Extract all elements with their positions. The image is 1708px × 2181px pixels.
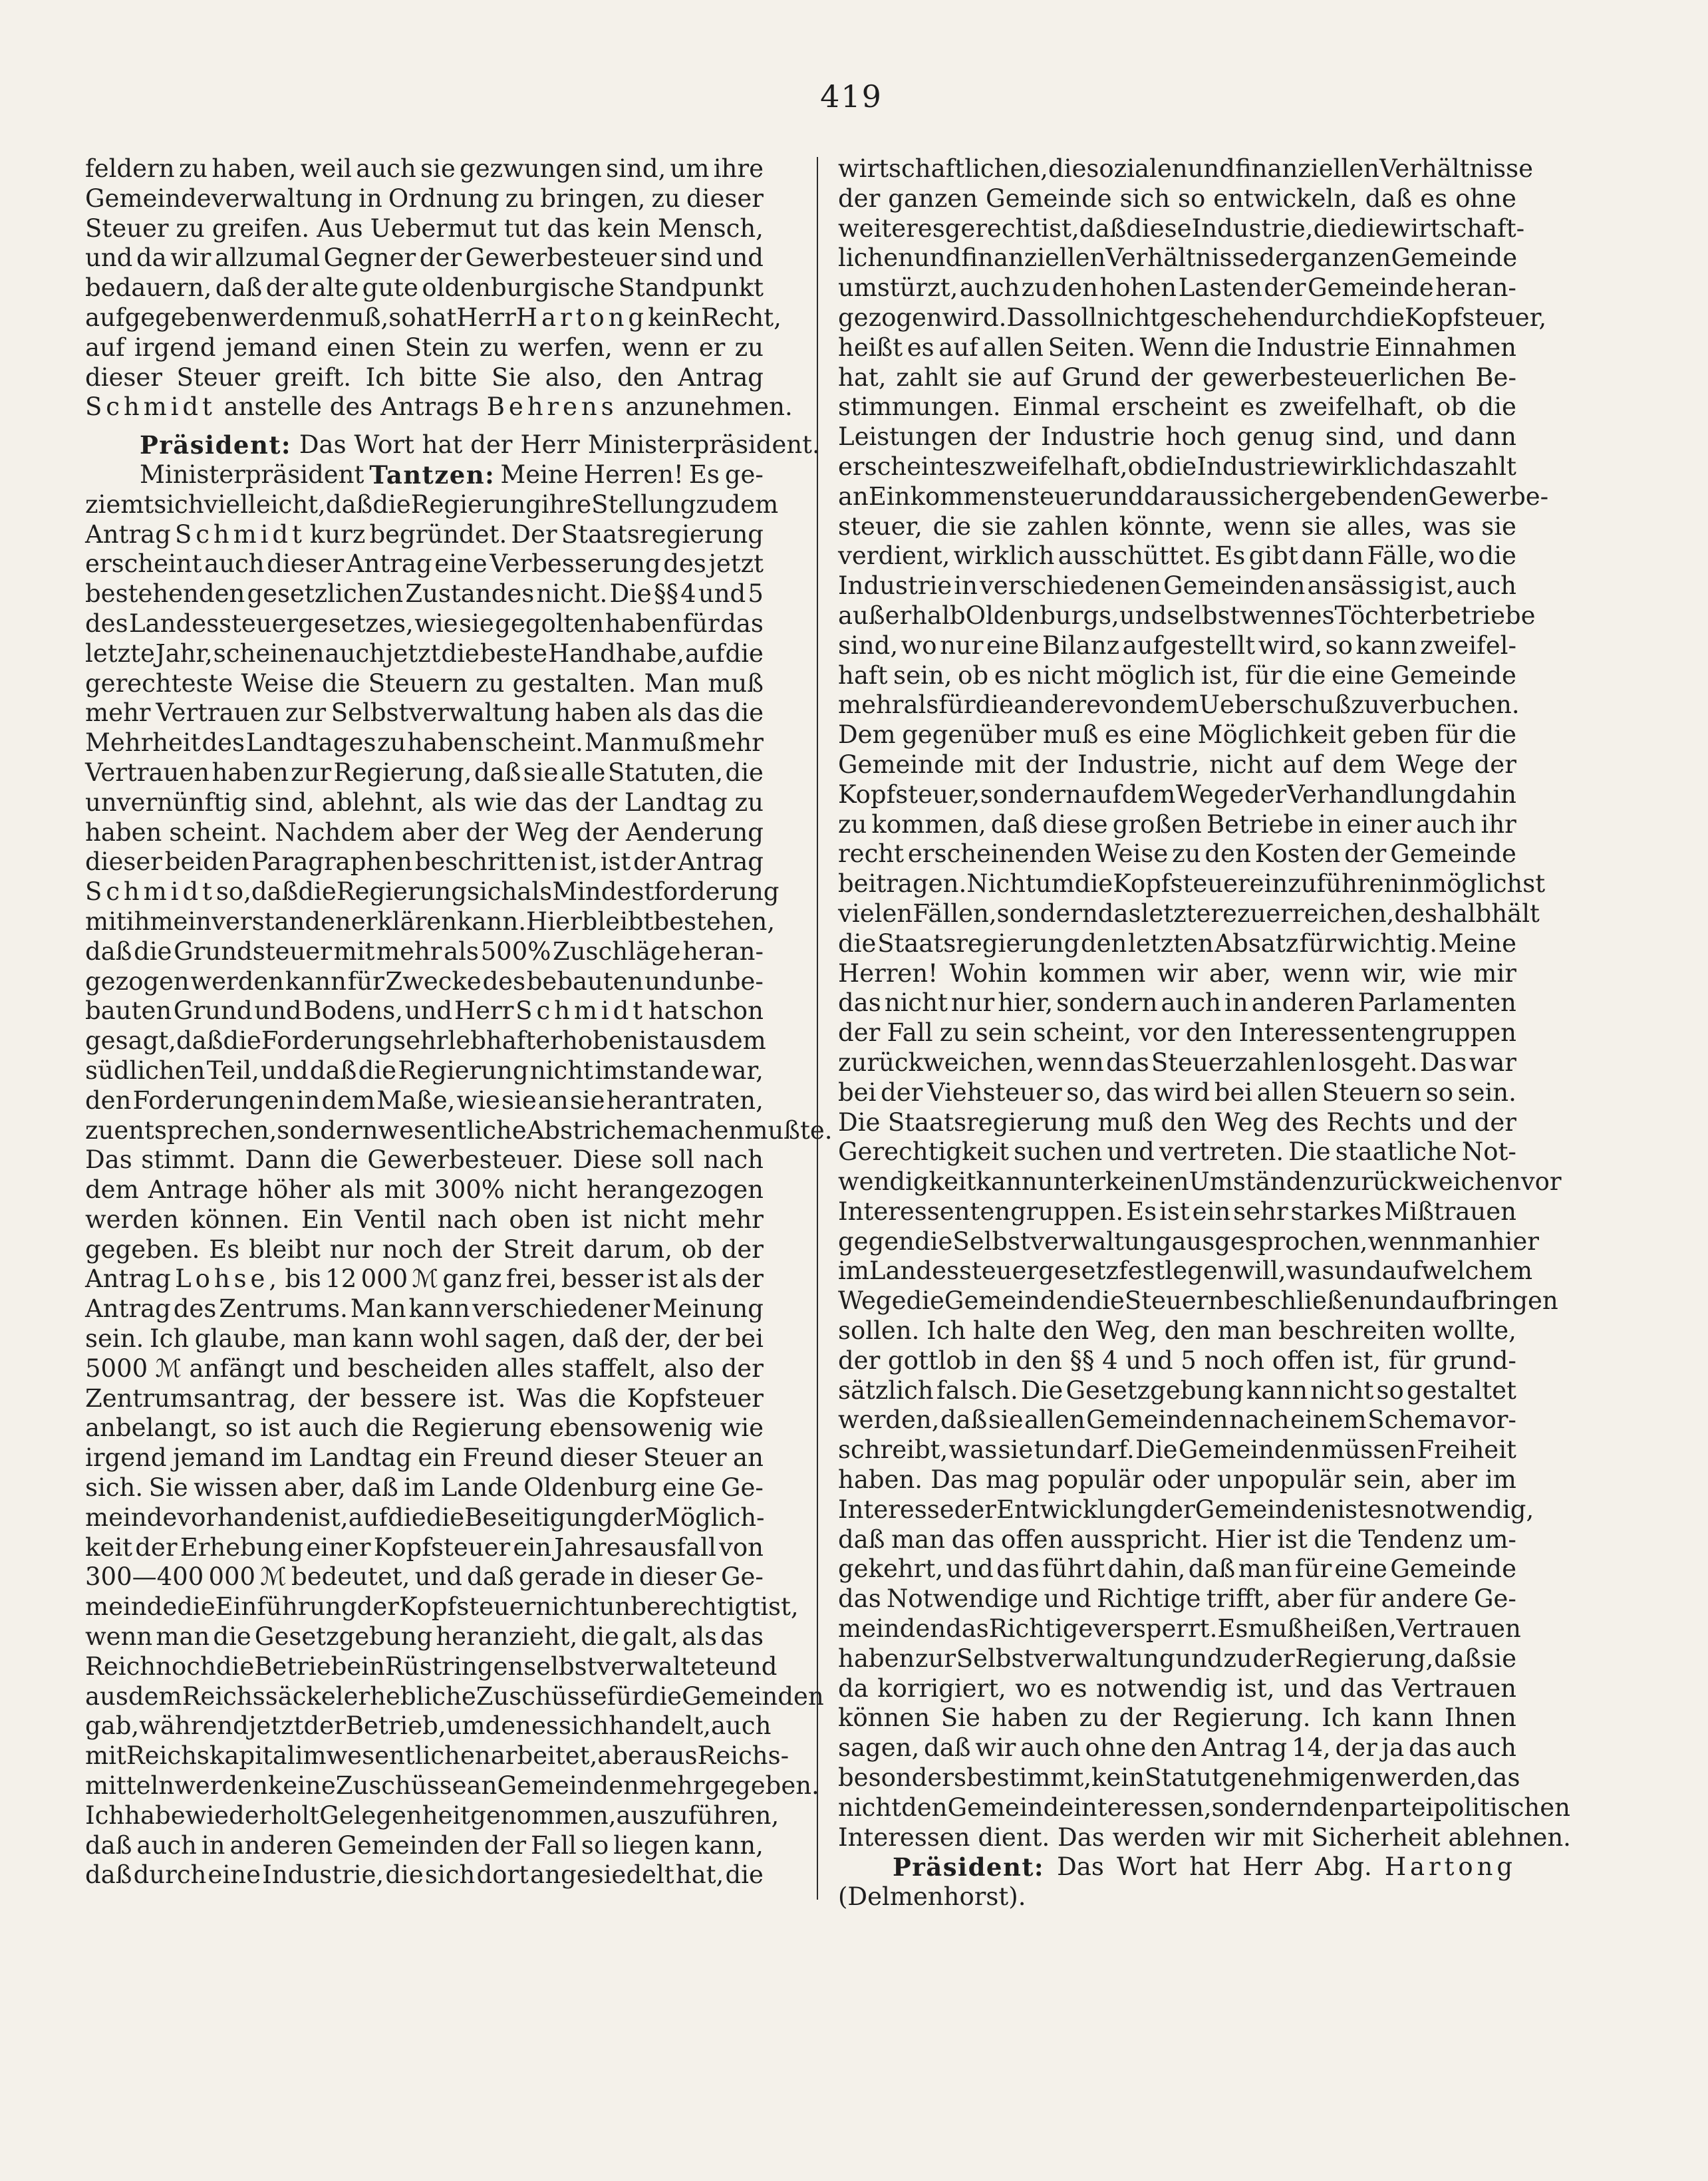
right-column-line: sätzlich falsch. Die Gesetzgebung kann nicht so gestaltet xyxy=(838,1376,1516,1405)
right-column-line: Wege die Gemeinden die Steuern beschließen und aufbringen xyxy=(838,1286,1558,1316)
left-column-line: Reich noch die Betriebe in Rüstringen selbst verwaltete und xyxy=(85,1652,778,1681)
right-column-line: haben. Das mag populär oder unpopulär sein, aber im xyxy=(838,1465,1516,1495)
right-column-line: Herren! Wohin kommen wir aber, wenn wir, wie mir xyxy=(838,958,1516,988)
left-column-line: dieser Steuer greift. Ich bitte Sie also, den Antrag xyxy=(85,363,764,392)
right-column-line: der gottlob in den §§ 4 und 5 noch offen ist, für grund- xyxy=(838,1346,1516,1375)
left-column-line: Steuer zu greifen. Aus Uebermut tut das kein Mensch, xyxy=(85,214,764,243)
left-column-line: und da wir allzumal Gegner der Gewerbesteuer sind und xyxy=(85,243,764,273)
left-column-line: auf irgend jemand einen Stein zu werfen, wenn er zu xyxy=(85,333,764,362)
right-column-line: Gerechtigkeit suchen und vertreten. Die staatliche Not- xyxy=(838,1137,1516,1167)
left-column-line: ziemt sich vielleicht, daß die Regierung ihre Stellung zu dem xyxy=(85,490,779,519)
left-column-line: daß die Grundsteuer mit mehr als 500% Zuschläge heran- xyxy=(85,937,764,966)
right-column-line: sollen. Ich halte den Weg, den man beschreiten wollte, xyxy=(838,1316,1516,1346)
right-column-line: der ganzen Gemeinde sich so entwickeln, daß es ohne xyxy=(838,184,1516,213)
left-column-line: bestehenden gesetzlichen Zustandes nicht. Die §§ 4 und 5 xyxy=(85,579,764,609)
right-column-line: nicht den Gemeindeinteressen, sondern den parteipolitischen xyxy=(838,1793,1570,1822)
right-column-line: zu kommen, daß diese großen Betriebe in einer auch ihr xyxy=(838,809,1516,839)
left-column-line: dieser beiden Paragraphen beschritten ist, ist der Antrag xyxy=(85,847,764,877)
right-column-line: da korrigiert, wo es notwendig ist, und das Vertrauen xyxy=(838,1673,1516,1703)
left-column-line: Antrag des Zentrums. Man kann verschiedener Meinung xyxy=(85,1294,764,1324)
right-column-line: wirtschaftlichen, die sozialen und finanziellen Verhältnisse xyxy=(838,154,1533,183)
left-column-line: Ministerpräsident Tantzen: Meine Herren! Es ge- xyxy=(140,460,764,490)
right-column-line: lichen und finanziellen Verhältnisse der ganzen Gemeinde xyxy=(838,243,1518,273)
left-column-line: gab, während jetzt der Betrieb, um den es sich handelt, auch xyxy=(85,1711,772,1741)
right-column-line: wendigkeit kann unter keinen Umständen zurückweichen vor xyxy=(838,1167,1562,1197)
left-column-line: sich. Sie wissen aber, daß im Lande Oldenburg eine Ge- xyxy=(85,1473,764,1503)
left-text-column xyxy=(85,154,833,1890)
left-column-line: Antrag Schmidt kurz begründet. Der Staatsregierung xyxy=(85,519,764,549)
left-column-line: mehr Vertrauen zur Selbstverwaltung haben als das die xyxy=(85,698,764,728)
right-column-line: sind, wo nur eine Bilanz aufgestellt wird, so kann zweifel- xyxy=(838,631,1516,660)
left-column-line: Präsident: Das Wort hat der Herr Ministerpräsident. xyxy=(140,430,820,460)
left-column-line: unvernünftig sind, ablehnt, als wie das der Landtag zu xyxy=(85,788,764,817)
left-column-line: Ich habe wiederholt Gelegenheit genommen, auszuführen, xyxy=(85,1801,780,1830)
right-column-line: hat, zahlt sie auf Grund der gewerbesteuerlichen Be- xyxy=(838,363,1516,392)
left-column-line: aus dem Reichssäckel erhebliche Zuschüsse für die Gemeinden xyxy=(85,1681,824,1711)
right-column-line: steuer, die sie zahlen könnte, wenn sie alles, was sie xyxy=(838,511,1516,541)
left-column-line: 5000 ℳ anfängt und bescheiden alles staffelt, also der xyxy=(85,1354,764,1383)
left-column-line: werden können. Ein Ventil nach oben ist nicht mehr xyxy=(85,1205,764,1234)
right-column-line: können Sie haben zu der Regierung. Ich kann Ihnen xyxy=(838,1703,1516,1733)
left-column-line: wenn man die Gesetzgebung heranzieht, die galt, als das xyxy=(85,1622,764,1652)
left-column-line: gesagt, daß die Forderung sehr lebhaft erhoben ist aus dem xyxy=(85,1026,766,1056)
right-column-line: Dem gegenüber muß es eine Möglichkeit geben für die xyxy=(838,720,1516,750)
right-column-line: Industrie in verschiedenen Gemeinden ansässig ist, auch xyxy=(838,571,1516,601)
right-column-line: heißt es auf allen Seiten. Wenn die Industrie Einnahmen xyxy=(838,333,1516,362)
right-column-line: mehr als für die andere von dem Ueberschuß zu verbuchen. xyxy=(838,690,1520,720)
right-column-line: Interesse der Entwicklung der Gemeinden ist es notwendig, xyxy=(838,1495,1534,1524)
right-column-line: werden, daß sie allen Gemeinden nach einem Schema vor- xyxy=(838,1405,1516,1435)
right-column-line: umstürzt, auch zu den hohen Lasten der Gemeinde heran- xyxy=(838,273,1516,303)
left-column-line: gegeben. Es bleibt nur noch der Streit darum, ob der xyxy=(85,1235,764,1264)
left-column-line: irgend jemand im Landtag ein Freund dieser Steuer an xyxy=(85,1443,764,1473)
right-column-line: daß man das offen ausspricht. Hier ist die Tendenz um- xyxy=(838,1525,1516,1554)
left-column-line: letzte Jahr, scheinen auch jetzt die beste Handhabe, auf die xyxy=(85,639,764,668)
right-column-line: im Landessteuergesetz festlegen will, was und auf welchem xyxy=(838,1256,1533,1286)
left-column-line: anbelangt, so ist auch die Regierung ebensowenig wie xyxy=(85,1413,764,1443)
right-column-line: haben zur Selbstverwaltung und zu der Regierung, daß sie xyxy=(838,1644,1516,1673)
left-column-line: Vertrauen haben zur Regierung, daß sie alle Statuten, die xyxy=(85,758,764,787)
left-column-line: daß durch eine Industrie, die sich dort angesiedelt hat, die xyxy=(85,1860,764,1890)
right-column-line: zurückweichen, wenn das Steuerzahlen losgeht. Das war xyxy=(838,1048,1516,1077)
right-column-line: außerhalb Oldenburgs, und selbst wenn es Töchterbetriebe xyxy=(838,601,1536,630)
left-column-line: Das stimmt. Dann die Gewerbesteuer. Diese soll nach xyxy=(85,1145,764,1175)
right-column-line: Interessentengruppen. Es ist ein sehr starkes Mißtrauen xyxy=(838,1197,1516,1226)
right-column-line: stimmungen. Einmal erscheint es zweifelhaft, ob die xyxy=(838,392,1516,422)
left-column-line: gezogen werden kann für Zwecke des bebauten und unbe- xyxy=(85,966,764,996)
column-divider xyxy=(817,157,818,1900)
right-column-line: Gemeinde mit der Industrie, nicht auf dem Wege der xyxy=(838,750,1516,779)
left-column-line: den Forderungen in dem Maße, wie sie an sie herantraten, xyxy=(85,1086,764,1115)
right-column-line: das Notwendige und Richtige trifft, aber für andere Ge- xyxy=(838,1584,1516,1614)
left-column-line: 300—400 000 ℳ bedeutet, und daß gerade in dieser Ge- xyxy=(85,1562,764,1592)
right-column-line: sagen, daß wir auch ohne den Antrag 14, der ja das auch xyxy=(838,1733,1516,1763)
left-column-line: meinde die Einführung der Kopfsteuer nicht unberechtigt ist, xyxy=(85,1592,799,1622)
left-column-line: mit ihm einverstanden erklären kann. Hier bleibt bestehen, xyxy=(85,907,776,936)
right-column-line: haft sein, ob es nicht möglich ist, für die eine Gemeinde xyxy=(838,660,1516,690)
right-column-line: verdient, wirklich ausschüttet. Es gibt dann Fälle, wo die xyxy=(838,541,1516,571)
left-column-line: aufgegeben werden muß, so hat Herr Hartong kein Recht, xyxy=(85,303,782,332)
left-column-line: des Landessteuergesetzes, wie sie gegolten haben für das xyxy=(85,609,764,638)
left-column-line: meinde vorhanden ist, auf die die Beseitigung der Möglich- xyxy=(85,1503,765,1532)
right-column-line: die Staatsregierung den letzten Absatz für wichtig. Meine xyxy=(838,929,1516,958)
left-column-line: bauten Grund und Bodens, und Herr Schmidt hat schon xyxy=(85,996,764,1026)
right-column-line: recht erscheinenden Weise zu den Kosten der Gemeinde xyxy=(838,839,1516,869)
right-column-line: gegen die Selbstverwaltung ausgesprochen, wenn man hier xyxy=(838,1227,1539,1256)
left-column-line: Mehrheit des Landtages zu haben scheint. Man muß mehr xyxy=(85,728,764,758)
left-column-line: haben scheint. Nachdem aber der Weg der Aenderung xyxy=(85,817,764,847)
right-column-line: (Delmenhorst). xyxy=(838,1882,1026,1912)
left-column-line: zu entsprechen, sondern wesentliche Abstriche machen mußte. xyxy=(85,1115,833,1145)
page-number: 419 xyxy=(820,78,883,114)
right-column-line: an Einkommensteuer und daraus sich ergebenden Gewerbe- xyxy=(838,482,1549,511)
left-column-line: bedauern, daß der alte gute oldenburgische Standpunkt xyxy=(85,273,764,303)
left-column-line: Schmidt anstelle des Antrags Behrens anzunehmen. xyxy=(85,392,793,422)
right-column-line: Kopfsteuer, sondern auf dem Wege der Verhandlung dahin xyxy=(838,780,1516,809)
right-column-line: Die Staatsregierung muß den Weg des Rechts und der xyxy=(838,1107,1516,1137)
left-column-line: mitteln werden keine Zuschüsse an Gemeinden mehr gegeben. xyxy=(85,1771,819,1801)
right-column-line: erscheint es zweifelhaft, ob die Industrie wirklich das zahlt xyxy=(838,452,1516,481)
right-column-line: der Fall zu sein scheint, vor den Interessentengruppen xyxy=(838,1018,1516,1048)
left-column-line: mit Reichskapital im wesentlichen arbeitet, aber aus Reichs- xyxy=(85,1741,789,1771)
left-column-line: Schmidt so, daß die Regierung sich als Mindestforderung xyxy=(85,877,780,907)
right-column-line: meinden das Richtige versperrt. Es muß heißen, Vertrauen xyxy=(838,1614,1521,1644)
right-column-line: gekehrt, und das führt dahin, daß man für eine Gemeinde xyxy=(838,1554,1516,1584)
left-column-line: gerechteste Weise die Steuern zu gestalten. Man muß xyxy=(85,668,764,698)
left-column-line: südlichen Teil, und daß die Regierung nicht imstande war, xyxy=(85,1056,764,1085)
left-column-line: Zentrumsantrag, der bessere ist. Was die Kopfsteuer xyxy=(85,1383,764,1413)
right-column-line: bei der Viehsteuer so, das wird bei allen Steuern so sein. xyxy=(838,1078,1516,1107)
right-column-line: gezogen wird. Das soll nicht geschehen durch die Kopfsteuer, xyxy=(838,303,1547,332)
right-column-line: vielen Fällen, sondern das letztere zu erreichen, deshalb hält xyxy=(838,899,1540,928)
left-column-line: Gemeindeverwaltung in Ordnung zu bringen, zu dieser xyxy=(85,184,764,213)
left-column-line: erscheint auch dieser Antrag eine Verbesserung des jetzt xyxy=(85,549,764,579)
right-column-line: beitragen. Nicht um die Kopfsteuer einzuführen in möglichst xyxy=(838,869,1546,899)
right-column-line: das nicht nur hier, sondern auch in anderen Parlamenten xyxy=(838,988,1516,1018)
left-column-line: feldern zu haben, weil auch sie gezwungen sind, um ihre xyxy=(85,154,764,183)
right-column-line: besonders bestimmt, kein Statut genehmigen werden, das xyxy=(838,1763,1520,1793)
right-text-column xyxy=(838,154,1571,1912)
left-column-line: dem Antrage höher als mit 300% nicht herangezogen xyxy=(85,1175,764,1205)
right-column-line: weiteres gerecht ist, daß diese Industrie, die die wirtschaft- xyxy=(838,214,1525,243)
right-column-line: Interessen dient. Das werden wir mit Sicherheit ablehnen. xyxy=(838,1822,1571,1852)
right-column-line: Leistungen der Industrie hoch genug sind, und dann xyxy=(838,422,1516,452)
left-column-line: keit der Erhebung einer Kopfsteuer ein Jahresausfall von xyxy=(85,1532,764,1562)
right-column-line: Präsident: Das Wort hat Herr Abg. Hartong xyxy=(893,1852,1516,1882)
left-column-line: sein. Ich glaube, man kann wohl sagen, daß der, der bei xyxy=(85,1324,764,1354)
left-column-line: daß auch in anderen Gemeinden der Fall so liegen kann, xyxy=(85,1830,764,1860)
left-column-line: Antrag Lohse, bis 12 000 ℳ ganz frei, besser ist als der xyxy=(85,1264,764,1294)
right-column-line: schreibt, was sie tun darf. Die Gemeinden müssen Freiheit xyxy=(838,1435,1516,1465)
